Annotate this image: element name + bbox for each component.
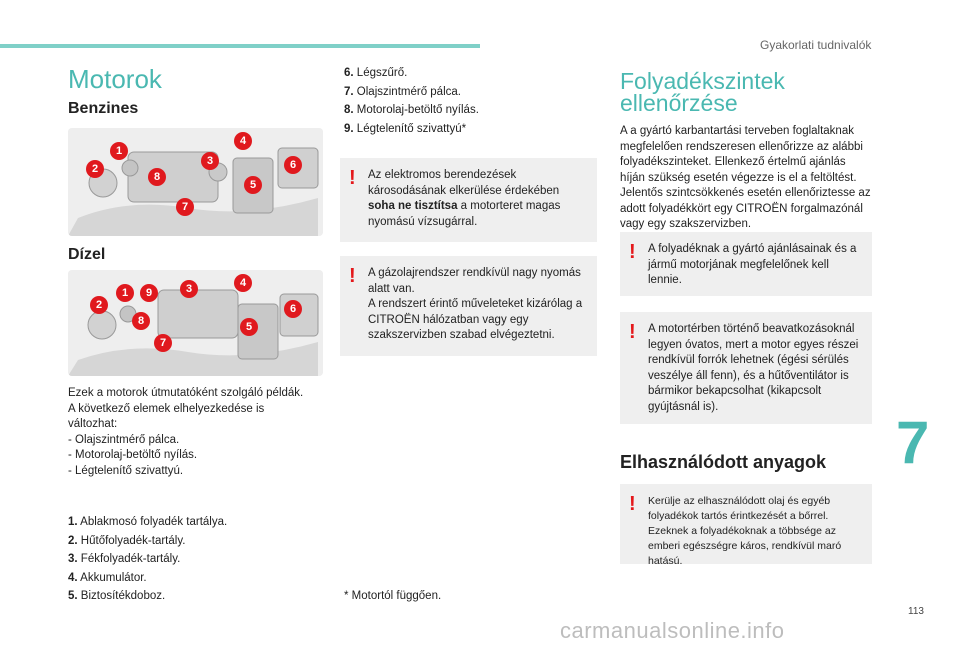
warning-text: a motorteret magas nyomású vízsugárral. [368, 200, 561, 228]
title-line: ellenőrzése [620, 90, 738, 116]
header-accent-bar [0, 44, 480, 48]
list-item: 7. Olajszintmérő pálca. [344, 85, 461, 98]
section-title: Gyakorlati tudnivalók [760, 38, 872, 52]
warning-text: Az elektromos berendezések károsodásának elkerülése érdekében [368, 169, 560, 197]
callout-1: 1 [116, 284, 134, 302]
list-item: 4. Akkumulátor. [68, 571, 147, 584]
benzines-heading: Benzines [68, 100, 139, 117]
warning-icon: ! [349, 167, 356, 189]
intro-line: - Motorolaj-betöltő nyílás. [68, 449, 198, 461]
intro-line: Ezek a motorok útmutatóként szolgáló példák. [68, 387, 304, 399]
callout-2: 2 [86, 160, 104, 178]
list-item: 5. Biztosítékdoboz. [68, 590, 166, 602]
component-list-middle [344, 64, 594, 138]
warning-text: A gázolajrendszer rendkívül nagy nyomás alatt van. [368, 267, 581, 295]
callout-3: 3 [180, 280, 198, 298]
list-item: 8. Motorolaj-betöltő nyílás. [344, 104, 479, 116]
callout-4: 4 [234, 132, 252, 150]
warning-box-fluid-spec [620, 232, 872, 296]
page-number: 113 [908, 606, 924, 617]
fluid-levels-title [620, 70, 785, 114]
list-item: 9. Légtelenítő szivattyú* [344, 122, 467, 135]
callout-4: 4 [234, 274, 252, 292]
list-item: 2. Hűtőfolyadék-tartály. [68, 534, 186, 547]
callout-5: 5 [240, 318, 258, 336]
warning-icon: ! [629, 321, 636, 343]
warning-text: A motortérben történő beavatkozásoknál legyen óvatos, mert a motor egyes részei rendkívül forrók lehetnek (égési sérülés veszélye áll fenn), és a hűtőventilátor is bármikor bekapcsolhat (kikapcsolt gyújtásnál is). [648, 323, 859, 413]
callout-3: 3 [201, 152, 219, 170]
warning-icon: ! [629, 241, 636, 263]
list-item: 6. Légszűrő. [344, 67, 408, 79]
callout-2: 2 [90, 296, 108, 314]
dizel-engine-image [68, 270, 323, 376]
warning-box-hot-engine [620, 312, 872, 424]
warning-text: A rendszert érintő műveleteket kizárólag a CITROËN hálózatban vagy egy szakszervizben szabad elvégeztetni. [368, 298, 583, 341]
warning-text: A folyadéknak a gyártó ajánlásainak és a jármű motorjának megfelelőnek kell lennie. [648, 243, 857, 286]
warning-box-used-oil [620, 484, 872, 567]
callout-8: 8 [132, 312, 150, 330]
intro-line: - Légtelenítő szivattyú. [68, 464, 184, 477]
callout-9: 9 [140, 284, 158, 302]
used-materials-heading: Elhasználódott anyagok [620, 452, 827, 472]
list-item: 3. Fékfolyadék-tartály. [68, 553, 181, 565]
engines-intro [68, 386, 328, 479]
callout-7: 7 [154, 334, 172, 352]
intro-line: A következő elemek elhelyezkedése is [68, 402, 265, 415]
callout-6: 6 [284, 156, 302, 174]
engine-illustration [68, 128, 323, 236]
footnote: * Motortól függően. [344, 590, 442, 602]
page-title: Motorok [68, 64, 162, 94]
warning-box-pressure-wash [340, 158, 597, 242]
callout-5: 5 [244, 176, 262, 194]
title-line: Folyadékszintek [620, 68, 785, 94]
watermark: carmanualsonline.info [560, 618, 785, 643]
warning-text: Kerülje az elhasználódott olaj és egyéb folyadékok tartós érintkezését a bőrrel. Ezeknek a folyadékoknak a többsége az emberi egészségre káros, rendkívül maró hatású. [648, 495, 842, 567]
warning-icon: ! [349, 265, 356, 287]
dizel-heading: Dízel [68, 246, 106, 263]
callout-1: 1 [110, 142, 128, 160]
callout-6: 6 [284, 300, 302, 318]
benzines-engine-image [68, 128, 323, 236]
list-item: 1. Ablakmosó folyadék tartálya. [68, 516, 228, 528]
intro-line: változhat: [68, 418, 118, 430]
chapter-number: 7 [896, 409, 930, 476]
callout-7: 7 [176, 198, 194, 216]
component-list-left [68, 513, 328, 606]
fluid-levels-text: A a gyártó karbantartási terveben foglaltaknak megfelelően rendszeresen ellenőrizze az alábbi folyadékszinteket. Ellenkező értelmű ajánlás híján szükség esetén végezze is el a feltöltést. Jelentős szintcsökkenés esetén ellenőriztesse az adott folyadékkört egy CITROËN forgalmazónál vagy egy szakszervizben. [620, 125, 871, 230]
warning-bold: soha ne tisztítsa [368, 200, 458, 212]
callout-8: 8 [148, 168, 166, 186]
intro-line: - Olajszintmérő pálca. [68, 433, 180, 446]
warning-icon: ! [629, 493, 636, 515]
warning-box-diesel [340, 256, 597, 356]
